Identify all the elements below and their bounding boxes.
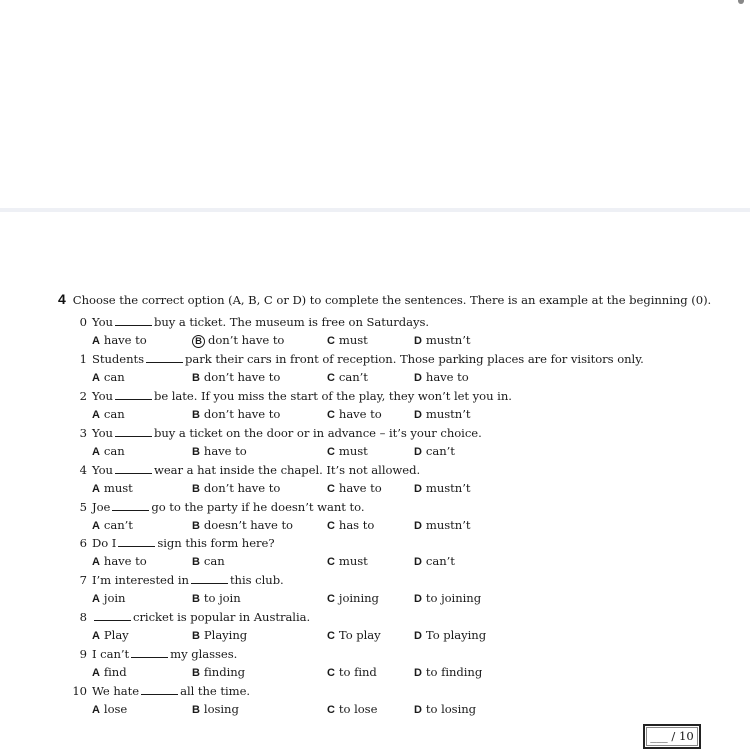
option-c[interactable] <box>327 518 374 532</box>
option-text: don’t have to <box>208 333 285 347</box>
option-letter: C <box>327 482 335 495</box>
option-text: losing <box>203 702 239 716</box>
option-text: join <box>103 591 126 606</box>
question-item <box>0 684 750 721</box>
question-text <box>92 647 237 661</box>
option-letter: D <box>414 482 422 495</box>
option-c[interactable] <box>327 702 377 716</box>
option-a[interactable] <box>92 665 127 679</box>
option-text: have to <box>338 406 382 421</box>
option-letter: B <box>192 704 200 716</box>
option-d[interactable] <box>414 554 455 568</box>
answer-blank[interactable] <box>115 426 152 437</box>
option-letter: A <box>92 408 100 421</box>
option-text: don’t have to <box>203 480 281 495</box>
answer-options <box>0 333 750 349</box>
option-text: must <box>338 443 368 458</box>
question-number: 4 <box>79 462 87 477</box>
option-letter: B <box>192 667 200 680</box>
option-a[interactable] <box>92 554 147 568</box>
option-d[interactable] <box>414 518 470 532</box>
option-text: can <box>203 554 225 569</box>
question-text-after: my glasses. <box>170 647 238 662</box>
answer-blank[interactable] <box>118 536 155 547</box>
question-text <box>92 610 310 624</box>
option-c[interactable] <box>327 554 368 568</box>
option-letter: C <box>327 408 335 421</box>
option-d[interactable] <box>414 702 476 716</box>
option-text: have to <box>338 480 382 495</box>
option-letter: C <box>327 667 335 680</box>
option-text: can’t <box>103 517 133 532</box>
option-d[interactable] <box>414 628 486 642</box>
option-text: can’t <box>338 369 368 384</box>
option-letter: B <box>192 630 200 643</box>
option-b[interactable] <box>192 518 293 532</box>
option-letter: D <box>414 519 422 532</box>
selected-option-letter: B <box>192 335 205 348</box>
option-text: to join <box>203 591 241 606</box>
answer-blank[interactable] <box>131 647 168 658</box>
option-letter: B <box>192 445 200 458</box>
question-text-after: all the time. <box>180 684 251 698</box>
option-letter: B <box>192 556 200 569</box>
option-b[interactable] <box>192 665 245 679</box>
option-text: mustn’t <box>425 406 471 421</box>
option-b[interactable] <box>192 481 280 495</box>
option-text: have to <box>203 443 247 458</box>
option-d[interactable] <box>414 665 482 679</box>
page-divider <box>0 208 750 212</box>
option-d[interactable] <box>414 370 469 384</box>
option-letter: D <box>414 371 422 384</box>
option-a[interactable] <box>92 591 125 605</box>
option-b[interactable] <box>192 407 280 421</box>
scroll-indicator <box>738 0 744 4</box>
option-letter: D <box>414 335 422 347</box>
option-letter: A <box>92 593 100 606</box>
option-letter: B <box>192 519 200 532</box>
option-text: joining <box>338 591 379 606</box>
option-letter: C <box>327 519 335 532</box>
exercise-instruction: Choose the correct option (A, B, C or D) to complete the sentences. There is an example at the beginning (0). <box>72 293 712 307</box>
option-c[interactable] <box>327 665 377 679</box>
question-text <box>92 536 274 550</box>
question-number: 9 <box>79 647 87 662</box>
option-text: have to <box>425 369 469 384</box>
answer-options <box>0 407 750 423</box>
question-text-before: You <box>92 388 113 403</box>
option-text: To play <box>338 628 381 643</box>
question-text <box>92 684 250 698</box>
option-letter: C <box>327 593 335 606</box>
option-a[interactable] <box>92 518 133 532</box>
option-letter: D <box>414 445 422 458</box>
option-b[interactable] <box>192 444 247 458</box>
blank-page-area <box>0 0 750 208</box>
question-text-before: Do I <box>92 536 117 551</box>
question-text-before: We hate <box>92 684 140 698</box>
option-b[interactable] <box>192 591 241 605</box>
question-text-before: Students <box>92 351 145 366</box>
option-letter: A <box>92 556 100 569</box>
question-item <box>0 573 750 610</box>
option-letter: A <box>92 630 100 643</box>
option-text: to joining <box>425 591 482 606</box>
option-text: To playing <box>425 628 487 643</box>
question-number: 2 <box>79 388 87 403</box>
option-b[interactable] <box>192 628 247 642</box>
option-b[interactable] <box>192 370 280 384</box>
answer-options <box>0 518 750 534</box>
option-text: to losing <box>425 702 477 716</box>
option-letter: B <box>192 482 200 495</box>
question-text-after: park their cars in front of reception. Those parking places are for visitors only. <box>185 351 644 366</box>
option-text: can <box>103 406 125 421</box>
question-item <box>0 315 750 352</box>
option-letter: B <box>192 371 200 384</box>
option-c[interactable] <box>327 444 368 458</box>
question-text-after: sign this form here? <box>157 536 275 551</box>
question-text-after: go to the party if he doesn’t want to. <box>151 499 365 514</box>
question-text-after: buy a ticket on the door or in advance – it’s your choice. <box>153 425 482 440</box>
answer-blank[interactable] <box>94 610 131 621</box>
question-item <box>0 647 750 684</box>
option-text: must <box>338 554 368 569</box>
option-c[interactable] <box>327 481 382 495</box>
option-b[interactable] <box>192 333 284 348</box>
option-text: doesn’t have to <box>203 517 293 532</box>
question-text-after: be late. If you miss the start of the play, they won’t let you in. <box>153 388 512 403</box>
exercise-header <box>58 289 711 308</box>
option-letter: C <box>327 630 335 643</box>
option-d[interactable] <box>414 444 455 458</box>
option-d[interactable] <box>414 333 470 347</box>
question-text-before: I can’t <box>92 647 130 662</box>
option-b[interactable] <box>192 702 239 716</box>
question-text-after: buy a ticket. The museum is free on Saturdays. <box>153 315 430 329</box>
answer-options <box>0 665 750 681</box>
option-text: lose <box>103 702 128 716</box>
option-text: find <box>103 665 127 680</box>
option-letter: D <box>414 704 422 716</box>
option-text: must <box>338 333 368 347</box>
answer-blank[interactable] <box>191 573 228 584</box>
question-text-before: You <box>92 315 113 329</box>
option-d[interactable] <box>414 481 470 495</box>
option-d[interactable] <box>414 591 481 605</box>
option-text: to finding <box>425 665 483 680</box>
answer-blank[interactable] <box>141 684 178 695</box>
answer-options <box>0 444 750 460</box>
question-text-before: Joe <box>92 499 111 514</box>
question-number: 8 <box>79 610 87 625</box>
question-text <box>92 573 284 587</box>
question-number: 3 <box>79 425 87 440</box>
option-c[interactable] <box>327 370 368 384</box>
option-a[interactable] <box>92 702 127 716</box>
question-item <box>0 463 750 500</box>
option-c[interactable] <box>327 407 382 421</box>
option-a[interactable] <box>92 333 147 347</box>
option-text: have to <box>103 333 147 347</box>
question-item <box>0 536 750 573</box>
question-number: 0 <box>79 315 87 329</box>
option-letter: D <box>414 408 422 421</box>
option-letter: A <box>92 519 100 532</box>
option-text: to find <box>338 665 377 680</box>
option-text: mustn’t <box>425 517 471 532</box>
option-letter: C <box>327 335 335 347</box>
question-item <box>0 389 750 426</box>
answer-blank[interactable] <box>115 389 152 400</box>
answer-blank[interactable] <box>115 315 152 326</box>
option-letter: D <box>414 667 422 680</box>
option-a[interactable] <box>92 370 125 384</box>
question-text <box>92 500 364 514</box>
option-text: Playing <box>203 628 248 643</box>
answer-options <box>0 370 750 386</box>
answer-options <box>0 702 750 718</box>
question-text-after: wear a hat inside the chapel. It’s not allowed. <box>153 462 421 477</box>
answer-blank[interactable] <box>146 352 183 363</box>
option-letter: C <box>327 704 335 716</box>
answer-blank[interactable] <box>112 500 149 511</box>
option-text: can’t <box>425 554 455 569</box>
question-item <box>0 610 750 647</box>
option-letter: B <box>192 408 200 421</box>
question-text <box>92 463 420 477</box>
option-letter: C <box>327 445 335 458</box>
option-letter: B <box>192 593 200 606</box>
question-text <box>92 389 512 403</box>
option-c[interactable] <box>327 628 381 642</box>
option-letter: A <box>92 704 100 716</box>
question-text <box>92 315 429 329</box>
option-text: can <box>103 369 125 384</box>
answer-options <box>0 554 750 570</box>
option-a[interactable] <box>92 444 125 458</box>
option-c[interactable] <box>327 333 368 347</box>
question-number: 10 <box>72 684 87 698</box>
option-letter: D <box>414 593 422 606</box>
question-number: 5 <box>79 499 87 514</box>
answer-options <box>0 591 750 607</box>
option-text: have to <box>103 554 147 569</box>
question-text <box>92 352 644 366</box>
answer-blank[interactable] <box>115 463 152 474</box>
option-c[interactable] <box>327 591 379 605</box>
option-letter: A <box>92 445 100 458</box>
question-text-before: You <box>92 425 113 440</box>
answer-options <box>0 481 750 497</box>
option-letter: D <box>414 556 422 569</box>
option-letter: A <box>92 335 100 347</box>
option-a[interactable] <box>92 628 129 642</box>
option-letter: A <box>92 667 100 680</box>
question-text-before: I’m interested in <box>92 573 189 588</box>
score-box[interactable]: ___ / 10 <box>643 724 701 749</box>
question-text-after: this club. <box>229 573 284 588</box>
option-text: don’t have to <box>203 406 281 421</box>
option-text: don’t have to <box>203 369 281 384</box>
option-text: can <box>103 443 125 458</box>
option-text: finding <box>203 665 246 680</box>
option-letter: C <box>327 556 335 569</box>
option-text: can’t <box>425 443 455 458</box>
option-letter: D <box>414 630 422 643</box>
option-letter: A <box>92 371 100 384</box>
option-text: must <box>103 480 133 495</box>
question-text <box>92 426 482 440</box>
exercise-number: 4 <box>58 291 66 307</box>
option-d[interactable] <box>414 407 470 421</box>
question-number: 7 <box>79 573 87 588</box>
question-item <box>0 500 750 537</box>
answer-options <box>0 628 750 644</box>
option-a[interactable] <box>92 481 133 495</box>
option-a[interactable] <box>92 407 125 421</box>
question-item <box>0 426 750 463</box>
option-text: Play <box>103 628 129 643</box>
question-item <box>0 352 750 389</box>
question-number: 6 <box>79 536 87 551</box>
option-text: to lose <box>338 702 378 716</box>
question-number: 1 <box>79 351 87 366</box>
option-letter: C <box>327 371 335 384</box>
option-b[interactable] <box>192 554 225 568</box>
question-text-before: You <box>92 462 113 477</box>
question-text-after: cricket is popular in Australia. <box>133 610 311 625</box>
option-text: mustn’t <box>425 480 471 495</box>
option-text: mustn’t <box>425 333 471 347</box>
option-letter: A <box>92 482 100 495</box>
option-text: has to <box>338 517 375 532</box>
